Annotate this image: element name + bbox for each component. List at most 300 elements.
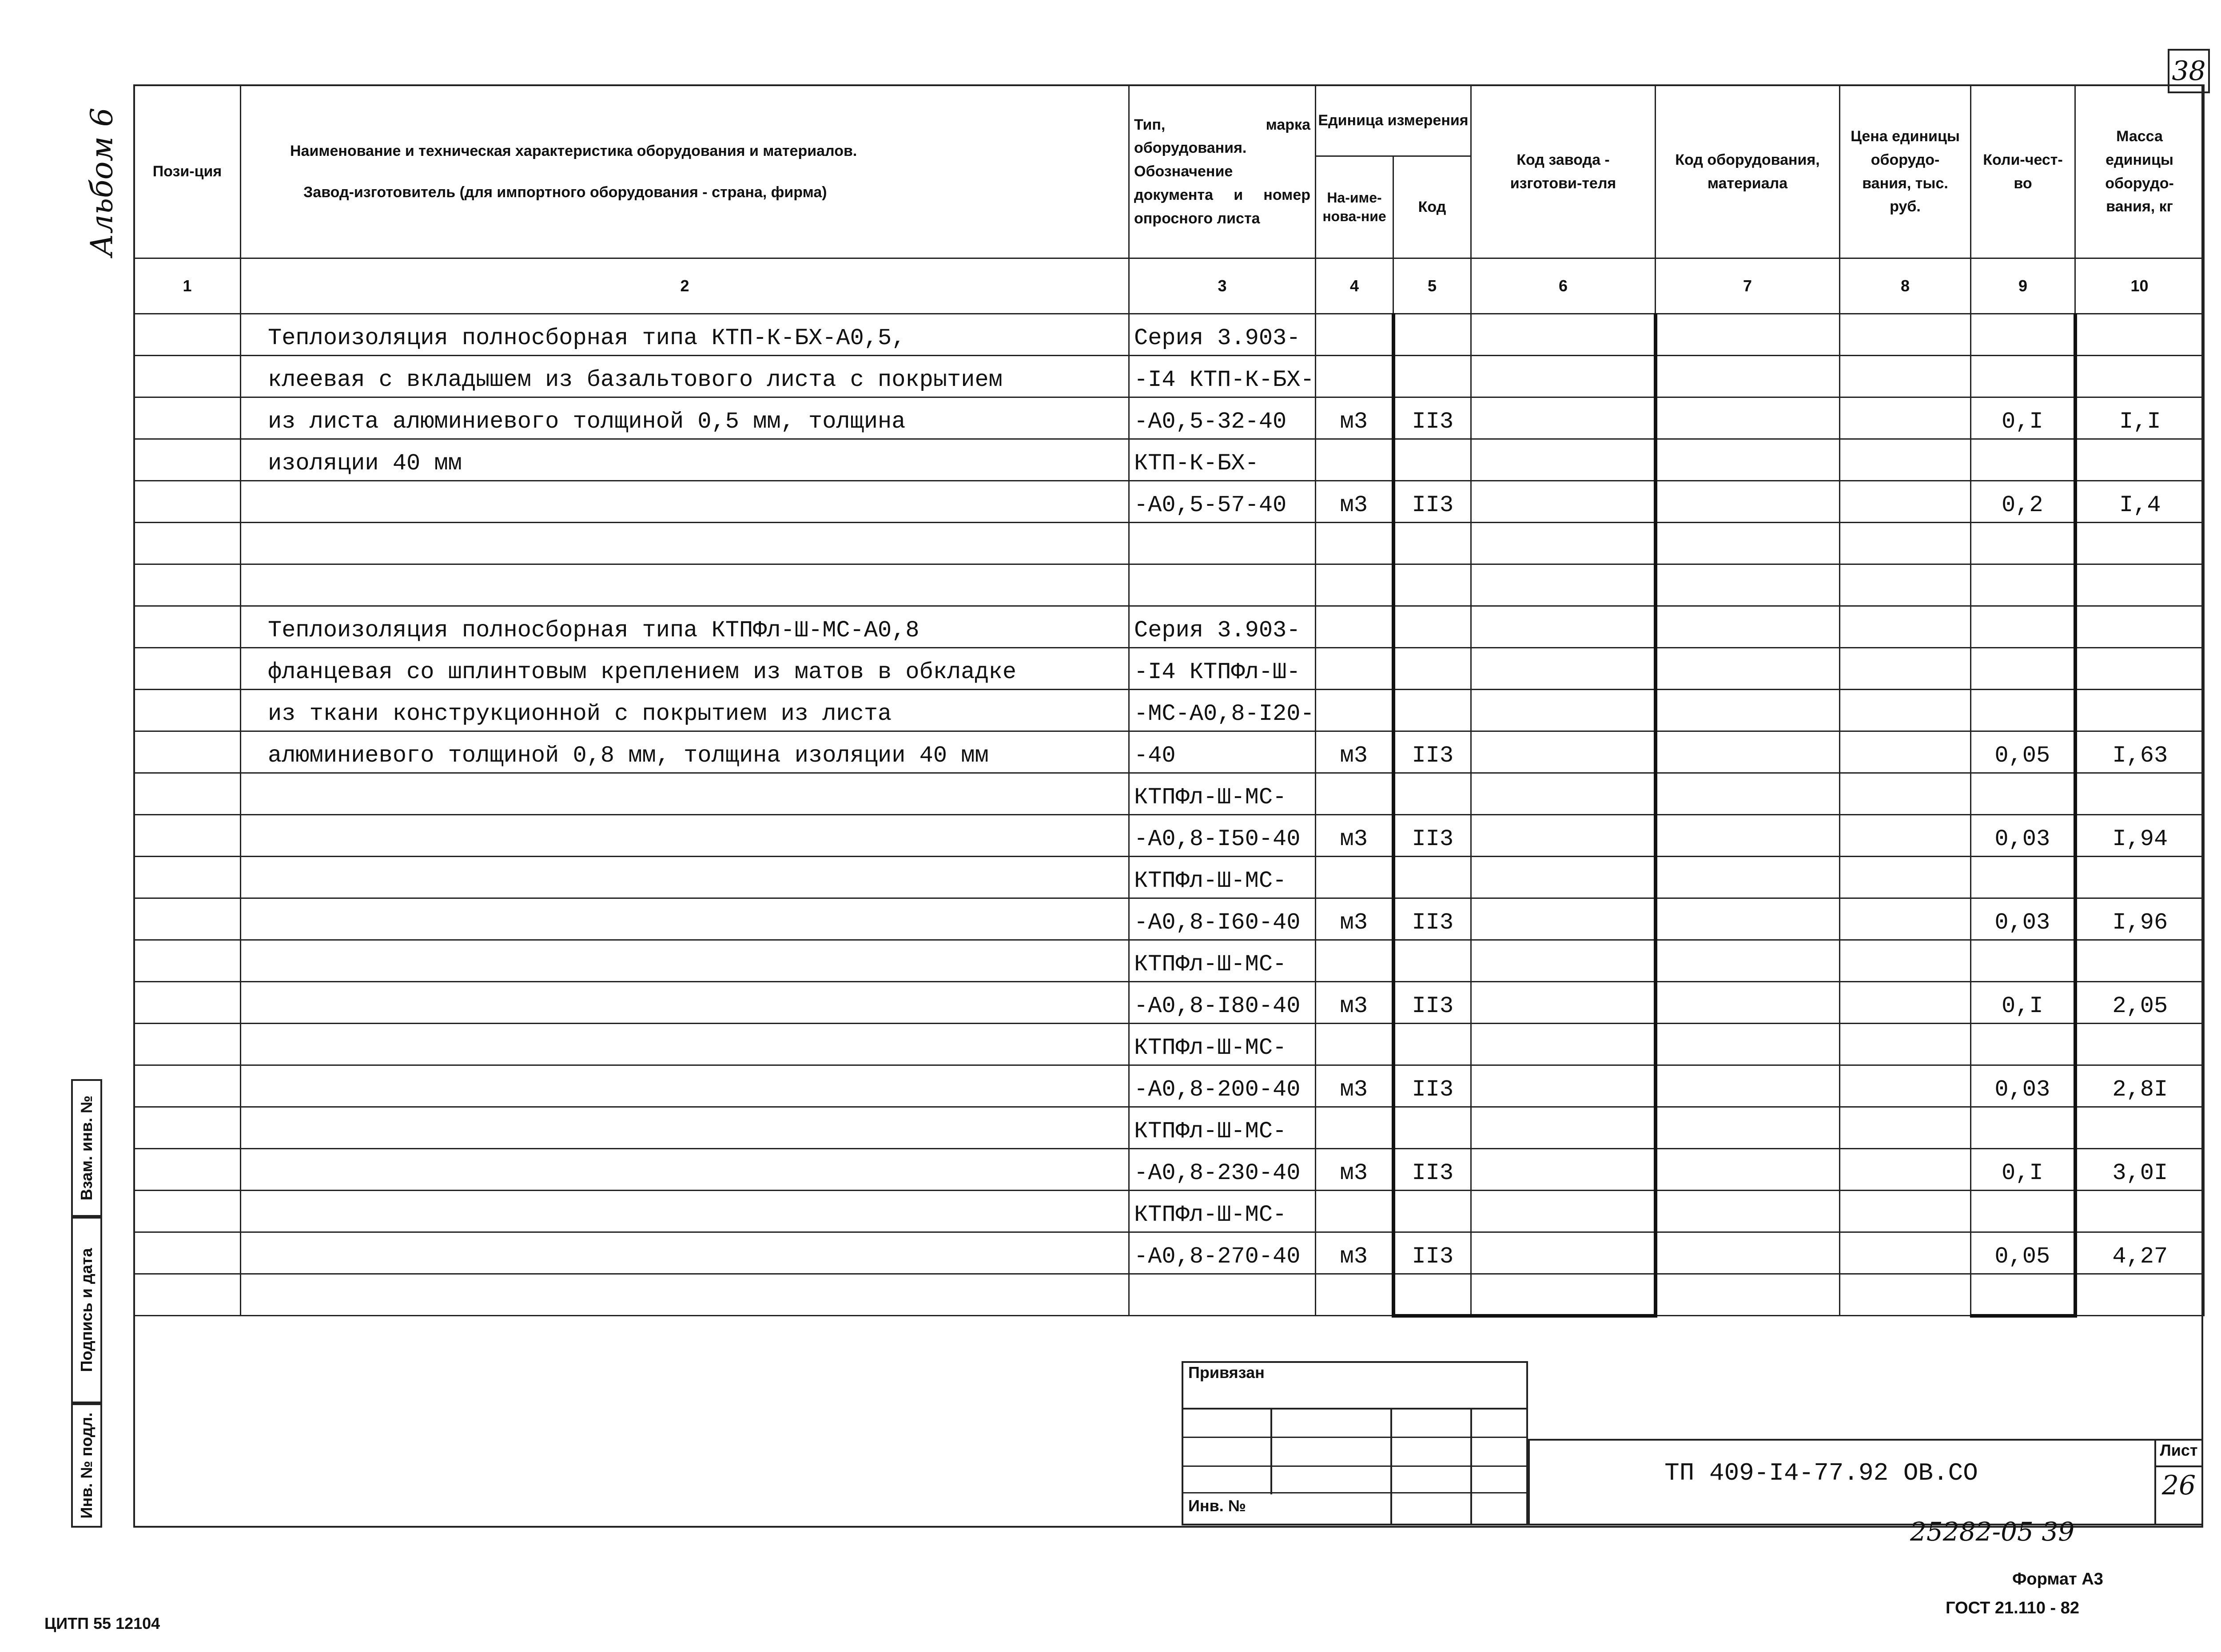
cell-factory-code: [1471, 731, 1656, 773]
cell-code: [1393, 690, 1471, 731]
cell-qty: [1971, 564, 2075, 606]
header-position: Пози-ция: [134, 85, 241, 258]
cell-name: алюминиевого толщиной 0,8 мм, толщина изоляции 40 мм: [241, 731, 1129, 773]
cell-equip-code: [1656, 1274, 1840, 1316]
cell-factory-code: [1471, 1024, 1656, 1065]
cell-factory-code: [1471, 898, 1656, 940]
cell-type: КТПФл-Ш-МС-: [1129, 1024, 1316, 1065]
stamp-grid-line: [1182, 1408, 1528, 1410]
cell-equip-code: [1656, 898, 1840, 940]
table-row: [134, 1065, 2204, 1107]
cell-unit: [1316, 648, 1393, 690]
cell-equip-code: [1656, 481, 1840, 523]
cell-name: [241, 523, 1129, 564]
cell-type: -МС-А0,8-I20-: [1129, 690, 1316, 731]
cell-equip-code: [1656, 1107, 1840, 1149]
cell-unit: м3: [1316, 1149, 1393, 1191]
cell-unit: м3: [1316, 397, 1393, 439]
cell-qty: [1971, 1024, 2075, 1065]
cell-qty: 0,2: [1971, 481, 2075, 523]
cell-qty: [1971, 1191, 2075, 1232]
cell-unit: [1316, 314, 1393, 356]
stamp-sign-date: [71, 1217, 102, 1403]
cell-code: [1393, 773, 1471, 815]
cell-code: II3: [1393, 1232, 1471, 1274]
stamp-inv-original: [71, 1403, 102, 1528]
table-row: [134, 773, 2204, 815]
stamp-vzam-inv: [71, 1079, 102, 1217]
cell-equip-code: [1656, 1024, 1840, 1065]
cell-mass: 3,0I: [2075, 1149, 2204, 1191]
header-price: Цена единицы оборудо-вания, тыс. руб.: [1840, 85, 1971, 258]
cell-qty: [1971, 690, 2075, 731]
cell-factory-code: [1471, 940, 1656, 982]
cell-pos: [134, 481, 241, 523]
cell-mass: [2075, 857, 2204, 898]
header-unit-name: На-име-нова-ние: [1316, 156, 1393, 258]
document-code: ТП 409-I4-77.92 ОВ.СО: [1664, 1459, 1978, 1487]
corner-sheet-number: 38: [2168, 49, 2210, 93]
table-row: [134, 1232, 2204, 1274]
cell-code: [1393, 1191, 1471, 1232]
cell-code: II3: [1393, 815, 1471, 857]
cell-qty: [1971, 648, 2075, 690]
table-row: [134, 356, 2204, 397]
cell-name: [241, 1107, 1129, 1149]
col-number: 3: [1129, 258, 1316, 314]
cell-name: [241, 481, 1129, 523]
table-row: [134, 1149, 2204, 1191]
cell-code: II3: [1393, 898, 1471, 940]
cell-factory-code: [1471, 606, 1656, 648]
cell-pos: [134, 523, 241, 564]
cell-unit: [1316, 523, 1393, 564]
cell-type: -А0,8-200-40: [1129, 1065, 1316, 1107]
table-row: [134, 690, 2204, 731]
cell-unit: м3: [1316, 815, 1393, 857]
cell-qty: 0,03: [1971, 1065, 2075, 1107]
cell-pos: [134, 439, 241, 481]
cell-code: II3: [1393, 982, 1471, 1024]
stamp-inv-original-label: Инв. № подл.: [77, 1412, 96, 1519]
cell-qty: [1971, 439, 2075, 481]
cell-type: [1129, 523, 1316, 564]
cell-price: [1840, 1232, 1971, 1274]
cell-type: -А0,8-I60-40: [1129, 898, 1316, 940]
cell-unit: м3: [1316, 1232, 1393, 1274]
header-name-line1: Наименование и техническая характеристика оборудования и материалов.: [290, 142, 857, 159]
cell-factory-code: [1471, 690, 1656, 731]
column-numbers-row: [134, 258, 2204, 314]
cell-qty: [1971, 857, 2075, 898]
col-number: 7: [1656, 258, 1840, 314]
table-row: [134, 857, 2204, 898]
table-row: [134, 564, 2204, 606]
cell-name: [241, 1232, 1129, 1274]
cell-type: КТПФл-Ш-МС-: [1129, 940, 1316, 982]
cell-code: [1393, 523, 1471, 564]
cell-mass: [2075, 1107, 2204, 1149]
cell-unit: [1316, 690, 1393, 731]
cell-qty: 0,03: [1971, 815, 2075, 857]
tsitp-code: ЦИТП 55 12104: [44, 1614, 160, 1632]
stamp-grid-line: [1182, 1492, 1528, 1493]
cell-code: [1393, 1274, 1471, 1316]
cell-equip-code: [1656, 1149, 1840, 1191]
cell-qty: [1971, 523, 2075, 564]
cell-price: [1840, 1065, 1971, 1107]
cell-pos: [134, 940, 241, 982]
cell-unit: [1316, 356, 1393, 397]
cell-price: [1840, 690, 1971, 731]
cell-unit: [1316, 606, 1393, 648]
cell-price: [1840, 1107, 1971, 1149]
cell-price: [1840, 1149, 1971, 1191]
cell-qty: 0,05: [1971, 731, 2075, 773]
cell-qty: 0,I: [1971, 397, 2075, 439]
cell-mass: [2075, 773, 2204, 815]
cell-qty: [1971, 773, 2075, 815]
cell-name: [241, 564, 1129, 606]
table-row: [134, 982, 2204, 1024]
cell-type: -А0,8-270-40: [1129, 1232, 1316, 1274]
table-row: [134, 1107, 2204, 1149]
title-block-divider: [2154, 1465, 2203, 1467]
cell-mass: [2075, 1191, 2204, 1232]
cell-factory-code: [1471, 815, 1656, 857]
header-unit-code: Код: [1393, 156, 1471, 258]
cell-factory-code: [1471, 481, 1656, 523]
table-row: [134, 606, 2204, 648]
col-number: 10: [2075, 258, 2204, 314]
cell-price: [1840, 1024, 1971, 1065]
col-number: 5: [1393, 258, 1471, 314]
cell-type: Серия 3.903-: [1129, 314, 1316, 356]
cell-type: -А0,8-I80-40: [1129, 982, 1316, 1024]
cell-pos: [134, 648, 241, 690]
cell-code: [1393, 1107, 1471, 1149]
cell-pos: [134, 1274, 241, 1316]
cell-mass: [2075, 356, 2204, 397]
cell-unit: [1316, 773, 1393, 815]
cell-code: II3: [1393, 397, 1471, 439]
cell-factory-code: [1471, 1232, 1656, 1274]
cell-name: [241, 773, 1129, 815]
cell-pos: [134, 1191, 241, 1232]
cell-factory-code: [1471, 523, 1656, 564]
cell-qty: [1971, 1107, 2075, 1149]
cell-mass: I,96: [2075, 898, 2204, 940]
cell-factory-code: [1471, 356, 1656, 397]
cell-qty: 0,03: [1971, 898, 2075, 940]
sheet-number: 26: [2161, 1470, 2196, 1501]
col-number: 2: [241, 258, 1129, 314]
table-row: [134, 1274, 2204, 1316]
cell-name: из листа алюминиевого толщиной 0,5 мм, толщина: [241, 397, 1129, 439]
cell-type: КТПФл-Ш-МС-: [1129, 1107, 1316, 1149]
cell-type: -А0,8-230-40: [1129, 1149, 1316, 1191]
cell-equip-code: [1656, 523, 1840, 564]
cell-code: II3: [1393, 1149, 1471, 1191]
cell-mass: [2075, 1024, 2204, 1065]
col-number: 4: [1316, 258, 1393, 314]
table-row: [134, 314, 2204, 356]
cell-price: [1840, 397, 1971, 439]
cell-equip-code: [1656, 564, 1840, 606]
cell-qty: 0,I: [1971, 1149, 2075, 1191]
inventory-number: 25282-05 39: [1910, 1517, 2075, 1547]
cell-type: КТПФл-Ш-МС-: [1129, 773, 1316, 815]
cell-mass: 2,05: [2075, 982, 2204, 1024]
cell-price: [1840, 481, 1971, 523]
sheet-label: Лист: [2160, 1441, 2198, 1459]
cell-name: [241, 1274, 1129, 1316]
cell-factory-code: [1471, 857, 1656, 898]
cell-equip-code: [1656, 1232, 1840, 1274]
cell-code: [1393, 564, 1471, 606]
table-row: [134, 898, 2204, 940]
header-equip-code: Код оборудования, материала: [1656, 85, 1840, 258]
cell-type: [1129, 564, 1316, 606]
cell-factory-code: [1471, 982, 1656, 1024]
cell-code: [1393, 314, 1471, 356]
cell-equip-code: [1656, 356, 1840, 397]
cell-mass: I,I: [2075, 397, 2204, 439]
cell-factory-code: [1471, 1274, 1656, 1316]
cell-name: фланцевая со шплинтовым креплением из матов в обкладке: [241, 648, 1129, 690]
table-row: [134, 397, 2204, 439]
cell-pos: [134, 1232, 241, 1274]
table-row: [134, 1191, 2204, 1232]
cell-equip-code: [1656, 648, 1840, 690]
table-row: [134, 523, 2204, 564]
stamp-grid-line: [1182, 1465, 1528, 1467]
cell-mass: [2075, 1274, 2204, 1316]
cell-equip-code: [1656, 815, 1840, 857]
cell-unit: м3: [1316, 982, 1393, 1024]
cell-mass: 4,27: [2075, 1232, 2204, 1274]
col-number: 8: [1840, 258, 1971, 314]
cell-mass: [2075, 690, 2204, 731]
cell-equip-code: [1656, 439, 1840, 481]
header-qty: Коли-чест-во: [1971, 85, 2075, 258]
stamp-attached-label: Привязан: [1188, 1363, 1265, 1382]
cell-factory-code: [1471, 1065, 1656, 1107]
table-row: [134, 731, 2204, 773]
cell-mass: [2075, 606, 2204, 648]
cell-equip-code: [1656, 1191, 1840, 1232]
cell-price: [1840, 606, 1971, 648]
stamp-inv-label: Инв. №: [1188, 1497, 1246, 1515]
cell-price: [1840, 982, 1971, 1024]
cell-mass: [2075, 940, 2204, 982]
cell-unit: [1316, 1274, 1393, 1316]
stamp-sign-date-label: Подпись и дата: [77, 1248, 96, 1372]
cell-pos: [134, 773, 241, 815]
col-number: 1: [134, 258, 241, 314]
cell-pos: [134, 564, 241, 606]
cell-name: [241, 898, 1129, 940]
album-label: [67, 89, 138, 275]
cell-pos: [134, 1024, 241, 1065]
cell-code: [1393, 439, 1471, 481]
cell-equip-code: [1656, 397, 1840, 439]
cell-name: клеевая с вкладышем из базальтового листа с покрытием: [241, 356, 1129, 397]
cell-price: [1840, 564, 1971, 606]
cell-price: [1840, 1274, 1971, 1316]
cell-unit: [1316, 1191, 1393, 1232]
cell-price: [1840, 815, 1971, 857]
cell-qty: [1971, 356, 2075, 397]
cell-price: [1840, 523, 1971, 564]
cell-unit: м3: [1316, 731, 1393, 773]
cell-pos: [134, 731, 241, 773]
cell-price: [1840, 648, 1971, 690]
cell-type: Серия 3.903-: [1129, 606, 1316, 648]
header-name-line2: Завод-изготовитель (для импортного оборудования - страна, фирма): [303, 183, 827, 201]
cell-name: из ткани конструкционной с покрытием из листа: [241, 690, 1129, 731]
cell-code: [1393, 606, 1471, 648]
cell-price: [1840, 439, 1971, 481]
cell-code: II3: [1393, 1065, 1471, 1107]
cell-type: -40: [1129, 731, 1316, 773]
table-row: [134, 1024, 2204, 1065]
cell-price: [1840, 731, 1971, 773]
table-row: [134, 648, 2204, 690]
table-row: [134, 439, 2204, 481]
cell-mass: I,94: [2075, 815, 2204, 857]
col-number: 9: [1971, 258, 2075, 314]
cell-name: Теплоизоляция полносборная типа КТПФл-Ш-МС-А0,8: [241, 606, 1129, 648]
cell-equip-code: [1656, 940, 1840, 982]
cell-mass: I,63: [2075, 731, 2204, 773]
cell-code: II3: [1393, 481, 1471, 523]
cell-factory-code: [1471, 397, 1656, 439]
cell-qty: [1971, 314, 2075, 356]
cell-factory-code: [1471, 1149, 1656, 1191]
cell-type: -А0,5-57-40: [1129, 481, 1316, 523]
cell-pos: [134, 690, 241, 731]
cell-pos: [134, 356, 241, 397]
cell-equip-code: [1656, 314, 1840, 356]
cell-qty: 0,I: [1971, 982, 2075, 1024]
cell-code: [1393, 1024, 1471, 1065]
cell-type: -I4 КТПФл-Ш-: [1129, 648, 1316, 690]
cell-price: [1840, 857, 1971, 898]
cell-price: [1840, 356, 1971, 397]
cell-name: [241, 1065, 1129, 1107]
cell-unit: [1316, 439, 1393, 481]
table-row: [134, 481, 2204, 523]
cell-factory-code: [1471, 314, 1656, 356]
cell-mass: I,4: [2075, 481, 2204, 523]
cell-unit: [1316, 940, 1393, 982]
cell-type: КТПФл-Ш-МС-: [1129, 1191, 1316, 1232]
cell-pos: [134, 397, 241, 439]
stamp-grid-line: [1390, 1408, 1392, 1525]
cell-type: -I4 КТП-К-БХ-: [1129, 356, 1316, 397]
cell-pos: [134, 1065, 241, 1107]
header-unit: Единица измерения: [1316, 85, 1471, 156]
cell-equip-code: [1656, 606, 1840, 648]
cell-pos: [134, 898, 241, 940]
cell-type: -А0,5-32-40: [1129, 397, 1316, 439]
cell-mass: [2075, 564, 2204, 606]
header-mass: Масса единицы оборудо-вания, кг: [2075, 85, 2204, 258]
cell-pos: [134, 982, 241, 1024]
cell-equip-code: [1656, 690, 1840, 731]
cell-factory-code: [1471, 1191, 1656, 1232]
specification-table: [133, 84, 2205, 1318]
cell-code: II3: [1393, 731, 1471, 773]
cell-type: КТПФл-Ш-МС-: [1129, 857, 1316, 898]
table-row: [134, 815, 2204, 857]
cell-type: -А0,8-I50-40: [1129, 815, 1316, 857]
cell-unit: [1316, 1024, 1393, 1065]
cell-factory-code: [1471, 439, 1656, 481]
cell-mass: [2075, 439, 2204, 481]
cell-name: изоляции 40 мм: [241, 439, 1129, 481]
cell-code: [1393, 648, 1471, 690]
cell-equip-code: [1656, 982, 1840, 1024]
cell-equip-code: [1656, 1065, 1840, 1107]
cell-price: [1840, 1191, 1971, 1232]
cell-name: [241, 1149, 1129, 1191]
cell-name: [241, 940, 1129, 982]
album-text: Альбом 6: [84, 107, 120, 257]
cell-pos: [134, 857, 241, 898]
header-type: Тип, марка оборудования. Обозначение документа и номер опросного листа: [1129, 85, 1316, 258]
cell-factory-code: [1471, 773, 1656, 815]
cell-name: [241, 815, 1129, 857]
header-name: [241, 85, 1129, 258]
cell-unit: [1316, 1107, 1393, 1149]
cell-name: [241, 857, 1129, 898]
cell-name: [241, 982, 1129, 1024]
cell-unit: [1316, 857, 1393, 898]
format-label: Формат А3: [2012, 1570, 2103, 1588]
cell-factory-code: [1471, 1107, 1656, 1149]
cell-qty: [1971, 940, 2075, 982]
cell-factory-code: [1471, 564, 1656, 606]
cell-unit: [1316, 564, 1393, 606]
cell-unit: м3: [1316, 1065, 1393, 1107]
stamp-grid-line: [1470, 1408, 1472, 1525]
cell-type: КТП-К-БХ-: [1129, 439, 1316, 481]
cell-code: [1393, 857, 1471, 898]
cell-unit: м3: [1316, 481, 1393, 523]
cell-code: [1393, 940, 1471, 982]
cell-price: [1840, 940, 1971, 982]
cell-equip-code: [1656, 731, 1840, 773]
cell-mass: [2075, 523, 2204, 564]
cell-mass: [2075, 648, 2204, 690]
cell-name: [241, 1191, 1129, 1232]
cell-pos: [134, 1149, 241, 1191]
cell-factory-code: [1471, 648, 1656, 690]
cell-pos: [134, 815, 241, 857]
cell-mass: [2075, 314, 2204, 356]
cell-unit: м3: [1316, 898, 1393, 940]
cell-mass: 2,8I: [2075, 1065, 2204, 1107]
cell-name: Теплоизоляция полносборная типа КТП-К-БХ-А0,5,: [241, 314, 1129, 356]
cell-price: [1840, 898, 1971, 940]
cell-equip-code: [1656, 773, 1840, 815]
cell-qty: 0,05: [1971, 1232, 2075, 1274]
header-factory-code: Код завода - изготови-теля: [1471, 85, 1656, 258]
cell-pos: [134, 606, 241, 648]
cell-price: [1840, 773, 1971, 815]
